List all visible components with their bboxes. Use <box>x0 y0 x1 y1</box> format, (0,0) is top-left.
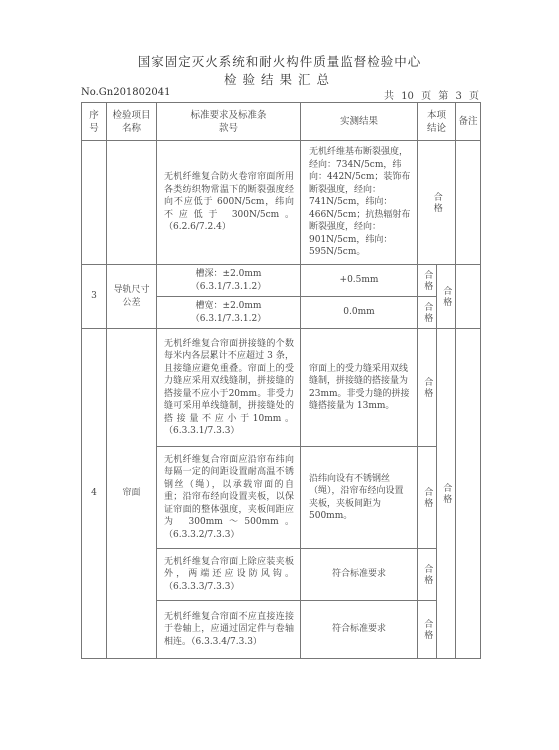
result-cell: +0.5mm <box>301 265 418 297</box>
sub-conclusion-cell: 合格 <box>418 549 437 601</box>
requirement-cell: 槽深：±2.0mm （6.3.1/7.3.1.2） <box>157 265 301 297</box>
result-cell: 符合标准要求 <box>301 601 418 659</box>
sub-conclusion-cell: 合格 <box>418 265 437 297</box>
table-row <box>82 265 481 297</box>
seq-cell: 3 <box>82 265 107 329</box>
result-cell: 帘面上的受力缝采用双线缝制，拼接缝的搭接量为 23mm。非受力缝的拼接缝搭接量为 13mm。 <box>301 329 418 447</box>
conclusion-cell <box>418 141 456 265</box>
page-info: 共 10 页 第 3 页 <box>384 91 479 102</box>
note-cell <box>456 141 481 265</box>
result-cell: 0.0mm <box>301 297 418 329</box>
item-cell <box>107 141 157 265</box>
sub-conclusion-cell: 合格 <box>418 447 437 549</box>
doc-title: 检验结果汇总 <box>223 72 335 87</box>
note-cell <box>456 329 481 659</box>
table-row <box>82 141 481 265</box>
requirement-cell: 无机纤维复合帘面应沿帘布纬向每隔一定的间距设置耐高温不锈钢丝（绳），以承载帘面的自重；沿帘布经向设置夹板，以保证帘面的整体强度，夹板间距应为 300mm～500mm。（6.3.3.2/7.3.3） <box>157 447 301 549</box>
item-cell: 导轨尺寸公差 <box>107 265 157 329</box>
sub-conclusion-cell: 合格 <box>418 297 437 329</box>
requirement-cell: 无机纤维复合帘面拼接缝的个数每米内各层累计不应超过 3 条，且接缝应避免重叠。帘面上的受力缝应采用双线缝制，拼接缝的搭接量不应小于20mm。非受力缝可采用单线缝制，拼接缝处的搭接量不应小于10mm。（6.3.3.1/7.3.3） <box>157 329 301 447</box>
result-cell: 无机纤维基布断裂强度，经向：734N/5cm，纬向：442N/5cm；装饰布断裂强度，经向：741N/5cm，纬向：466N/5cm；抗热辐射布断裂强度，经向：901N/5cm，纬向：595N/5cm。 <box>301 141 418 265</box>
result-cell: 沿纬向设有不锈钢丝（绳），沿帘布经向设置夹板，夹板间距为 500mm。 <box>301 447 418 549</box>
org-title: 国家固定灭火系统和耐火构件质量监督检验中心 <box>137 54 422 69</box>
seq-cell <box>82 141 107 265</box>
doc-number: No.Gn201802041 <box>81 87 171 98</box>
col-standard: 标准要求及标准条款号 <box>157 103 301 141</box>
requirement-cell: 无机纤维复合帘面不应直接连接于卷轴上，应通过固定件与卷轴相连。（6.3.3.4/7.3.3） <box>157 601 301 659</box>
result-cell: 符合标准要求 <box>301 549 418 601</box>
note-cell <box>456 265 481 329</box>
conclusion-text: 合格 <box>431 191 442 214</box>
item-conclusion-cell: 合格 <box>437 265 456 329</box>
col-seq: 序号 <box>82 103 107 141</box>
item-conclusion-cell: 合格 <box>437 329 456 659</box>
col-item: 检验项目名称 <box>107 103 157 141</box>
sub-conclusion-cell: 合格 <box>418 329 437 447</box>
item-cell: 帘面 <box>107 329 157 659</box>
requirement-cell: 槽宽：±2.0mm （6.3.1/7.3.1.2） <box>157 297 301 329</box>
col-note: 备注 <box>456 103 481 141</box>
table-row <box>82 329 481 447</box>
results-table <box>81 102 481 659</box>
col-result: 实测结果 <box>301 103 418 141</box>
requirement-cell: 无机纤维复合帘面上除应装夹板外，两端还应设防风钩。（6.3.3.3/7.3.3） <box>157 549 301 601</box>
seq-cell: 4 <box>82 329 107 659</box>
col-item-conclusion: 本项结论 <box>418 103 456 141</box>
requirement-cell: 无机纤维复合防火卷帘帘面所用各类纺织物常温下的断裂强度经向不应低于 600N/5cm，纬向不应低于 300N/5cm。（6.2.6/7.2.4） <box>157 141 301 265</box>
table-header-row <box>82 103 481 141</box>
sub-conclusion-cell: 合格 <box>418 601 437 659</box>
